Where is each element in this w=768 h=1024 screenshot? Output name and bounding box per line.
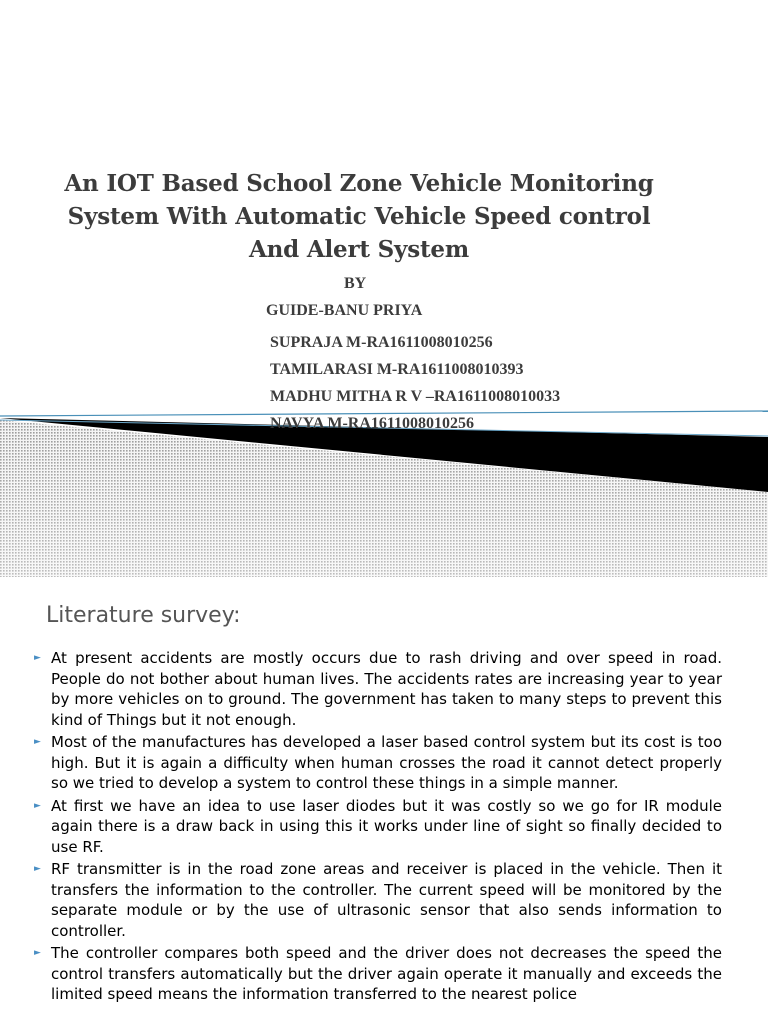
triangle-bullet-icon: ► [34, 737, 41, 747]
literature-slide [0, 577, 768, 1024]
bullet-text: The controller compares both speed and the driver does not decreases the speed the control transfers automatically but the driver again operate it manually and exceeds the limited speed means the information transferred to the nearest police [51, 944, 722, 1003]
by-label: BY [344, 275, 367, 292]
bullet-item [34, 859, 722, 941]
bullet-text: RF transmitter is in the road zone areas and receiver is placed in the vehicle. Then it transfers the information to the controller. The current speed will be monitored by the separate module or by the use of ultrasonic sensor that also sends information to controller. [51, 860, 722, 940]
triangle-bullet-icon: ► [34, 948, 41, 958]
triangle-bullet-icon: ► [34, 653, 41, 663]
bullet-text: Most of the manufactures has developed a laser based control system but its cost is too high. But it is again a difficulty when human crosses the road it cannot detect properly so we tried to develop a system to control these things in a simple manner. [51, 733, 722, 792]
section-heading: Literature survey: [46, 603, 241, 628]
presentation-title: An IOT Based School Zone Vehicle Monitoring System With Automatic Vehicle Speed control And Alert System [64, 170, 654, 263]
author-item: SUPRAJA M-RA1611008010256 [270, 334, 493, 351]
bullet-item [34, 648, 722, 730]
guide-name: GUIDE-BANU PRIYA [266, 302, 423, 319]
author-item: MADHU MITHA R V –RA1611008010033 [270, 388, 561, 405]
triangle-bullet-icon: ► [34, 800, 41, 811]
author-item: NAVYA M-RA1611008010256 [270, 415, 475, 432]
bullet-item [34, 943, 722, 1005]
bullet-text: At present accidents are mostly occurs due to rash driving and over speed in road. People do not bother about human lives. The accidents rates are increasing year to year by more vehicles on to ground. The government has taken to many steps to prevent this kind of Things but it not enough. [51, 649, 722, 729]
author-item: TAMILARASI M-RA1611008010393 [270, 361, 524, 378]
bullet-item [34, 732, 722, 794]
bullet-item [34, 796, 722, 858]
bullet-list [34, 648, 722, 1007]
author-list [270, 329, 560, 437]
triangle-bullet-icon: ► [34, 864, 41, 874]
bullet-text: At first we have an idea to use laser diodes but it was costly so we go for IR module again there is a draw back in using this it works under line of sight so finally decided to use RF. [51, 796, 722, 856]
